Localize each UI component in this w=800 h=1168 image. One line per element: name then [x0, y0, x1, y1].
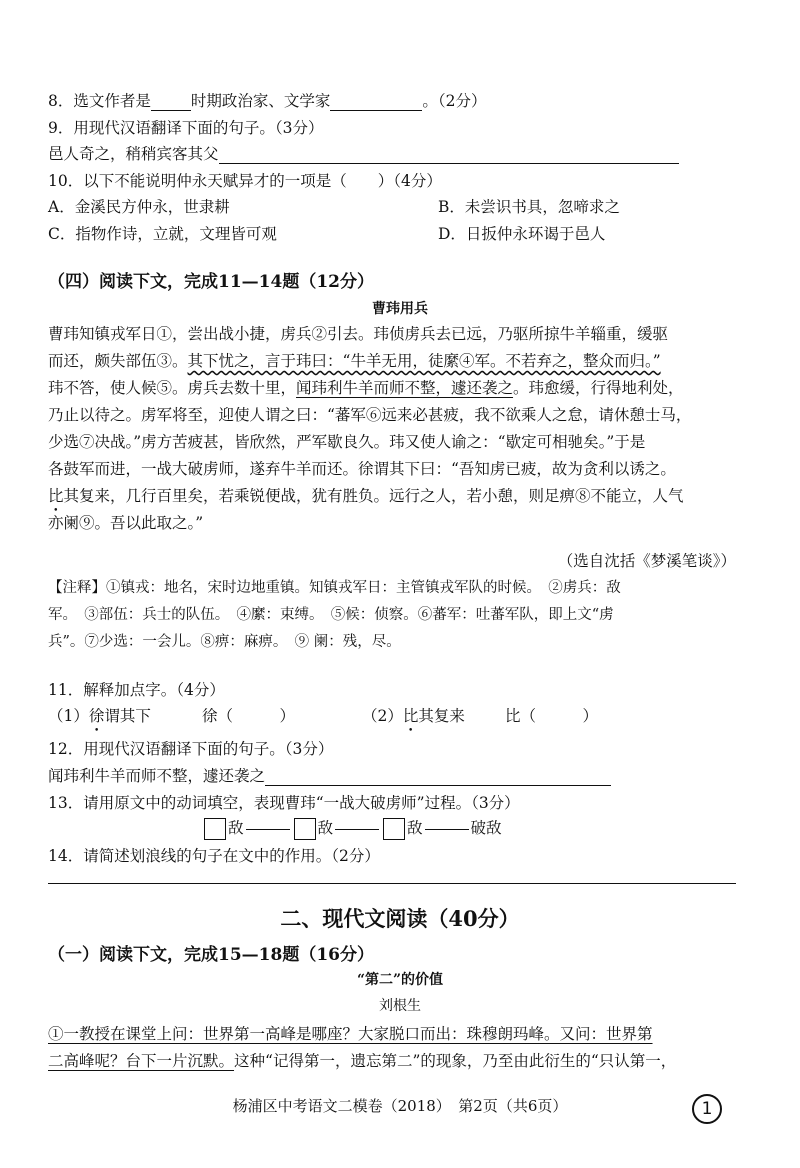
section-4-heading: （四）阅读下文，完成11—14题（12分） — [48, 272, 374, 292]
paragraph-line: 二高峰呢？台下一片沉默。这种“记得第一，遗忘第二”的现象，乃至由此衍生的“只认第一， — [48, 1052, 677, 1070]
paragraph-line — [48, 1024, 653, 1044]
answer-blank[interactable] — [330, 94, 422, 111]
dotted-char: 比 — [48, 487, 64, 505]
passage-line: 玮不答，使人候⑤。虏兵去数十里，闻玮利牛羊而师不整，遽还袭之。玮愈缓，行得地利处， — [48, 379, 684, 397]
notes-line: 兵”。⑦少选：一会儿。⑧痹：麻痹。 ⑨ 阑：残，尽。 — [48, 634, 401, 650]
question-11-title: 11．解释加点字。（4分） — [48, 681, 225, 699]
question-11-part1: （1）徐谓其下 — [48, 707, 151, 725]
fill-box[interactable] — [204, 818, 226, 840]
page-footer: 杨浦区中考语文二模卷（2018） 第2页（共6页） — [232, 1097, 568, 1115]
answer-blank[interactable] — [219, 147, 679, 164]
fill-chain: 敌 敌 敌 破敌 — [202, 818, 502, 840]
notes-line: 【注释】①镇戎：地名，宋时边地重镇。知镇戎军日：主管镇戎军队的时候。 ②虏兵：敌 — [48, 580, 621, 596]
answer-field-2[interactable]: 比（ ） — [505, 707, 599, 725]
question-11-part2: （2）比其复来 — [362, 707, 465, 725]
fill-box[interactable] — [294, 818, 316, 840]
question-8: 8．选文作者是 时期政治家、文学家 。（2分） — [48, 92, 487, 110]
question-12-title: 12．用现代汉语翻译下面的句子。（3分） — [48, 740, 334, 758]
dash — [335, 829, 379, 830]
answer-blank[interactable] — [151, 94, 191, 111]
passage-source: （选自沈括《梦溪笔谈》） — [557, 552, 736, 570]
question-14-title: 14．请简述划浪线的句子在文中的作用。（2分） — [48, 847, 380, 865]
question-9-title: 9．用现代汉语翻译下面的句子。（3分） — [48, 119, 324, 137]
question-10-title: 10．以下不能说明仲永天赋异才的一项是（ ）（4分） — [48, 172, 442, 190]
section-1-heading: （一）阅读下文，完成15—18题（16分） — [48, 945, 374, 965]
wavy-underlined-sentence: 其下忧之，言于玮曰：“牛羊无用，徒縻④军。不若弃之，整众而归。” — [187, 352, 661, 370]
answer-line[interactable] — [48, 883, 736, 884]
passage-line: 而还，颇失部伍③。其下忧之，言于玮曰：“牛羊无用，徒縻④军。不若弃之，整众而归。” — [48, 352, 661, 370]
dash — [246, 829, 290, 830]
question-12-sentence: 闻玮利牛羊而师不整，遽还袭之 — [48, 766, 611, 786]
fill-box[interactable] — [383, 818, 405, 840]
option-d[interactable]: D．日扳仲永环谒于邑人 — [438, 225, 606, 243]
dash — [425, 829, 469, 830]
passage-line: 曹玮知镇戎军日①，尝出战小捷，虏兵②引去。玮侦虏兵去已远，乃驱所掠牛羊辎重，缓驱 — [48, 325, 669, 343]
passage-line: 各鼓军而进，一战大破虏师，遂弃牛羊而还。徐谓其下曰：“吾知虏已疲，故为贪利以诱之。 — [48, 460, 676, 478]
underlined-sentence: 二高峰呢？台下一片沉默。 — [48, 1052, 235, 1070]
part-2-heading: 二、现代文阅读（40分） — [280, 906, 520, 931]
article-title: “第二”的价值 — [356, 972, 444, 988]
answer-field-1[interactable]: 徐（ ） — [202, 707, 296, 725]
question-9-sentence: 邑人奇之，稍稍宾客其父 — [48, 144, 679, 164]
option-c[interactable]: C．指物作诗，立就，文理皆可观 — [48, 225, 277, 243]
article-author: 刘根生 — [379, 998, 421, 1014]
option-b[interactable]: B．未尝识书具，忽啼求之 — [438, 198, 620, 216]
notes-line: 军。 ③部伍：兵士的队伍。 ④縻：束缚。 ⑤候：侦察。⑥蕃军：吐蕃军队，即上文“虏 — [48, 607, 614, 623]
answer-blank[interactable] — [265, 769, 611, 786]
question-13-title: 13．请用原文中的动词填空，表现曹玮“一战大破虏师”过程。（3分） — [48, 794, 520, 812]
underlined-sentence: ①一教授在课堂上问：世界第一高峰是哪座？大家脱口而出：珠穆朗玛峰。又问：世界第 — [48, 1025, 653, 1043]
passage-line: 比其复来，几行百里矣，若乘锐便战，犹有胜负。远行之人，若小憩，则足痹⑧不能立，人气 — [48, 487, 684, 505]
passage-line: 乃止以待之。虏军将至，迎使人谓之曰：“蕃军⑥远来必甚疲，我不欲乘人之怠，请休憩士马， — [48, 406, 692, 424]
page-number-badge: 1 — [692, 1094, 722, 1124]
passage-title: 曹玮用兵 — [372, 301, 428, 317]
underlined-sentence: 闻玮利牛羊而师不整，遽还袭之 — [296, 379, 514, 397]
passage-line: 少选⑦决战。”虏方苦疲甚，皆欣然，严军歇良久。玮又使人谕之：“歇定可相驰矣。”于是 — [48, 433, 646, 451]
passage-line: 亦阑⑨。吾以此取之。” — [48, 514, 204, 532]
option-a[interactable]: A．金溪民方仲永，世隶耕 — [48, 198, 230, 216]
